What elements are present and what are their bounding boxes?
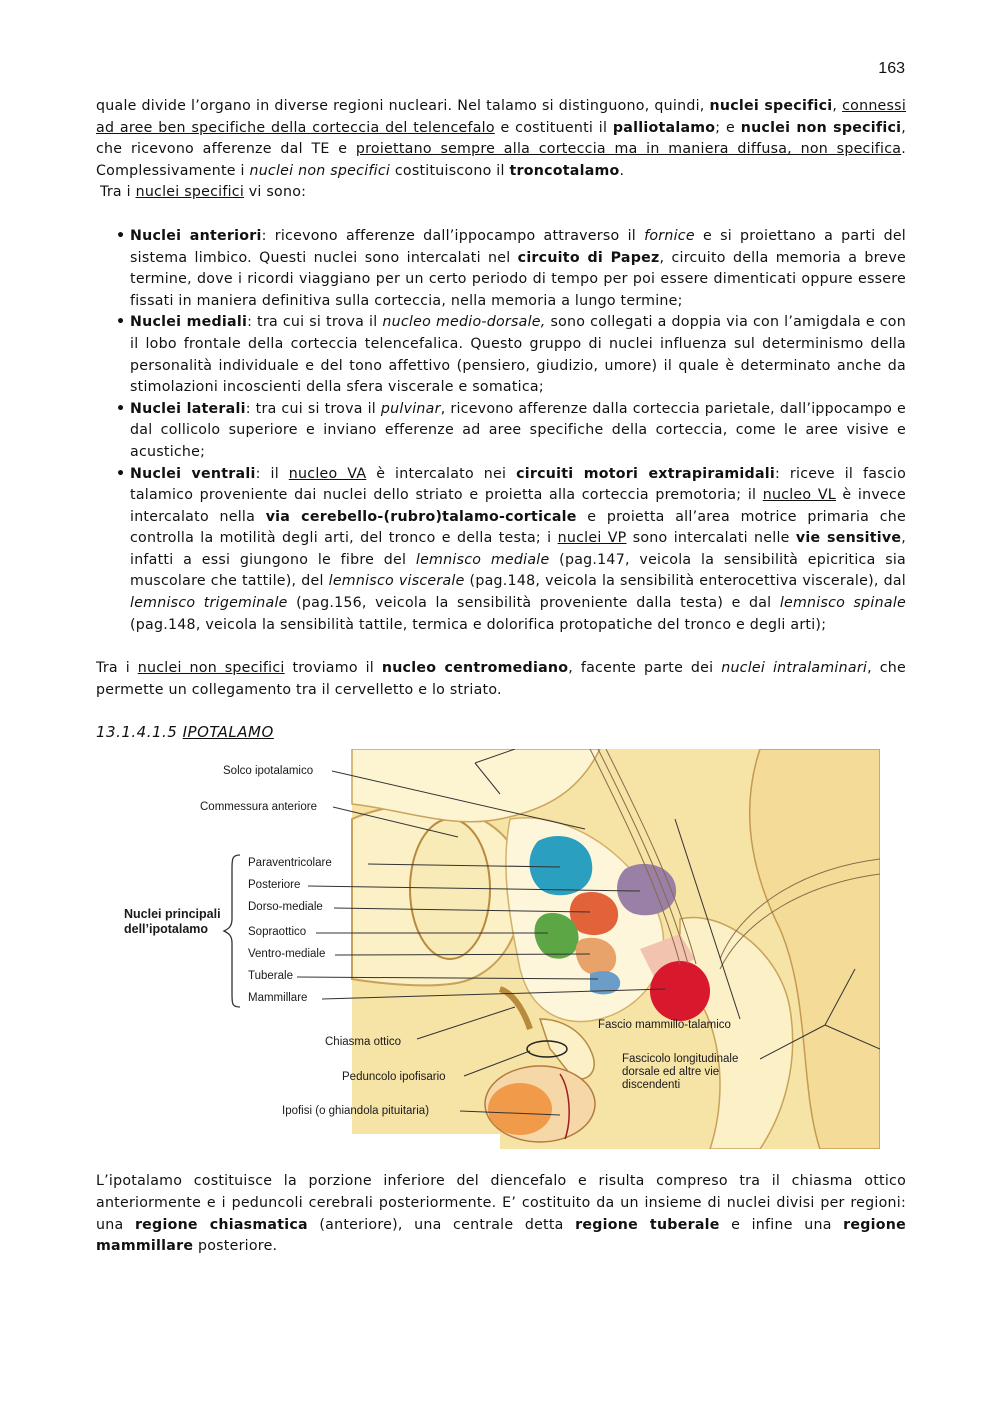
list-item-mediali: • Nuclei mediali: tra cui si trova il nucleo medio-dorsale, sono collegati a doppia via con l’amigdala e con il lobo frontale della corteccia telencefalica. Questo gruppo di nuclei influenza sul determinismo della personalità individuale e del tono affettivo (pensiero, giudizio, umore) il quale è determinato anche da stimolazioni incoscienti della sfera viscerale e somatica; xyxy=(116,312,906,398)
section-heading: 13.1.4.1.5 IPOTALAMO xyxy=(96,723,274,742)
label-fascicolo-longitudinale: Fascicolo longitudinale dorsale ed altre vie discendenti xyxy=(622,1053,739,1092)
nuclei-group-title: Nuclei principali dell’ipotalamo xyxy=(124,907,221,937)
intro-paragraph: quale divide l’organo in diverse regioni nucleari. Nel talamo si distinguono, quindi, nuclei specifici, connessi ad aree ben specifiche della corteccia del telencefalo e costituenti il palliotalamo; e nuclei non specifici, che ricevono afferenze dal TE e proiettano sempre alla corteccia ma in maniera diffusa, non specifica. Complessivamente i nuclei non specifici costituiscono il troncotalamo. xyxy=(96,98,907,179)
label-ventro-mediale: Ventro-mediale xyxy=(248,948,326,961)
page-number: 163 xyxy=(878,60,905,77)
label-commessura-anteriore: Commessura anteriore xyxy=(200,801,317,814)
list-item-laterali: • Nuclei laterali: tra cui si trova il pulvinar, ricevono afferenze dalla corteccia parietale, dall’ippocampo e dal collicolo superiore e inviano efferenze ad aree specifiche della corteccia, come le aree visive e acustiche; xyxy=(116,399,906,464)
mammillare-nucleus xyxy=(650,961,710,1021)
label-peduncolo-ipofisario: Peduncolo ipofisario xyxy=(342,1071,446,1084)
label-paraventricolare: Paraventricolare xyxy=(248,857,332,870)
label-chiasma-ottico: Chiasma ottico xyxy=(325,1036,402,1049)
nuclei-list xyxy=(96,226,906,636)
page-content xyxy=(96,96,906,1258)
list-item-ventrali: • Nuclei ventrali: il nucleo VA è intercalato nei circuiti motori extrapiramidali: riceve il fascio talamico proveniente dai nuclei dello striato e proietta alla corteccia premotoria; il nucleo VL è invece intercalato nella via cerebello-(rubro)talamo-corticale e proietta all’area motrice primaria che controlla la motilità degli arti, del tronco e della testa; i nuclei VP sono intercalati nelle vie sensitive, infatti a essi giungono le fibre del lemnisco mediale (pag.147, veicola la sensibilità epicritica sia muscolare che tattile), del lemnisco viscerale (pag.148, veicola la sensibilità enterocettiva viscerale), dal lemnisco trigeminale (pag.156, veicola la sensibilità proveniente dalla testa) e dal lemnisco spinale (pag.148, veicola la sensibilità tattile, termica e dolorifica protopatiche del tronco e degli arti); xyxy=(116,464,906,637)
figure-bottom-strip xyxy=(120,1134,500,1149)
label-mammillare: Mammillare xyxy=(248,992,308,1005)
closing-paragraph: L’ipotalamo costituisce la porzione inferiore del diencefalo e risulta compreso tra il chiasma ottico anteriormente e i peduncoli cerebrali posteriormente. E’ costituito da un insieme di nuclei divisi per regioni: una regione chiasmatica (anteriore), una centrale detta regione tuberale e infine una regione mammillare posteriore. xyxy=(96,1173,906,1255)
label-posteriore: Posteriore xyxy=(248,879,301,892)
label-sopraottico: Sopraottico xyxy=(248,926,307,939)
label-solco-ipotalamico: Solco ipotalamico xyxy=(223,765,314,778)
specific-intro: Tra i nuclei specifici vi sono: xyxy=(100,184,307,201)
list-item-anteriori: • Nuclei anteriori: ricevono afferenze dall’ippocampo attraverso il fornice e si proiettano a parti del sistema limbico. Questi nuclei sono intercalati nel circuito di Papez, circuito della memoria a breve termine, dove i ricordi viaggiano per un certo periodo di tempo per poi essere dimenticati oppure essere fissati in maniera definitiva sulla corteccia, nella memoria a lungo termine; xyxy=(116,226,906,312)
label-fascio-mammillo-talamico: Fascio mammillo-talamico xyxy=(598,1019,731,1032)
nonspecific-paragraph: Tra i nuclei non specifici troviamo il nucleo centromediano, facente parte dei nuclei intralaminari, che permette un collegamento tra il cervelletto e lo striato. xyxy=(96,660,906,698)
label-tuberale: Tuberale xyxy=(248,970,293,983)
label-ipofisi: Ipofisi (o ghiandola pituitaria) xyxy=(282,1105,430,1118)
label-dorso-mediale: Dorso-mediale xyxy=(248,901,323,914)
hypothalamus-figure xyxy=(120,749,880,1149)
ipofisi-anterior-lobe xyxy=(488,1083,552,1135)
